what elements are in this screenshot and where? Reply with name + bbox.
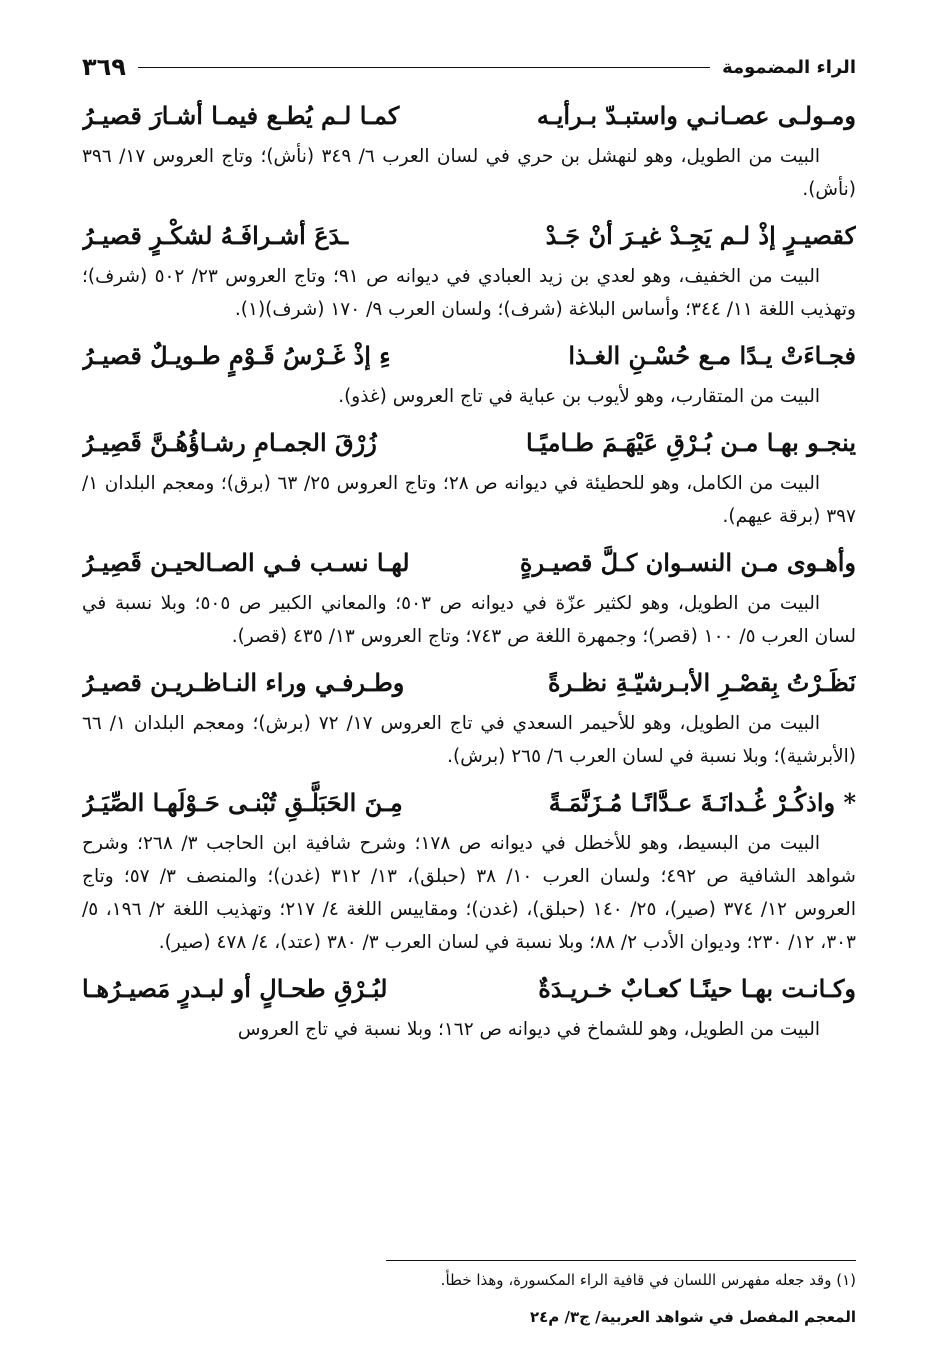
first-hemistich: كقصيـرٍ إذْ لـم يَجِـدْ غيـرَ أنْ جَـدْ xyxy=(545,221,856,250)
verse-line xyxy=(82,659,856,707)
first-hemistich: * واذكُـرْ غُـدانَـةَ عـدَّانًـا مُـزَنَّمَـةً xyxy=(548,788,856,817)
commentary: البيت من الطويل، وهو للشماخ في ديوانه ص ١٦٢؛ وبلا نسبة في تاج العروس xyxy=(237,1019,820,1040)
second-hemistich: لبُـرْقِ طحـالٍ أو لبـدرٍ مَصيـرُهـا xyxy=(82,974,388,1003)
commentary: البيت من المتقارب، وهو لأيوب بن عباية في تاج العروس (غذو). xyxy=(338,386,820,407)
verse-line xyxy=(82,965,856,1013)
first-hemistich: فجـاءَتْ يـدًا مـع حُسْـنِ الغـذا xyxy=(568,341,856,370)
commentary: البيت من الطويل، وهو للأحيمر السعدي في تاج العروس ١٧/ ٧٢ (برش)؛ ومعجم البلدان ١/ ٦٦ (الأبرشية)؛ وبلا نسبة في لسان العرب ٦/ ٢٦٥ (برش). xyxy=(82,713,856,767)
footnote-rule xyxy=(386,1260,856,1261)
page-content xyxy=(82,92,856,1052)
page-header xyxy=(82,52,856,82)
first-hemistich: ومـولـى عصـانـي واستبـدّ بـرأيـه xyxy=(536,101,856,130)
entry xyxy=(82,212,856,326)
first-hemistich: نَظَـرْتُ بِقصْـرِ الأبـرشيّـةِ نظـرةً xyxy=(548,668,856,697)
commentary: البيت من الطويل، وهو لنهشل بن حري في لسان العرب ٦/ ٣٤٩ (نأش)؛ وتاج العروس ١٧/ ٣٩٦ (نأش). xyxy=(82,146,856,200)
second-hemistich: مِـنَ الحَبَلَّـقِ تُبْنـى حَـوْلَهـا الصِّيَـرُ xyxy=(82,788,403,817)
verse-line xyxy=(82,779,856,827)
second-hemistich: لهـا نسـب فـي الصـالحيـن قَصِيـرُ xyxy=(82,548,410,577)
running-title: الراء المضمومة xyxy=(722,56,856,78)
entry xyxy=(82,965,856,1046)
footnote: (١) وقد جعله مفهرس اللسان في قافية الراء المكسورة، وهذا خطأ. xyxy=(440,1271,856,1289)
entry xyxy=(82,659,856,773)
commentary: البيت من الخفيف، وهو لعدي بن زيد العبادي في ديوانه ص ٩١؛ وتاج العروس ٢٣/ ٥٠٢ (شرف)؛ وتهذيب اللغة ١١/ ٣٤٤؛ وأساس البلاغة (شرف)؛ ولسان العرب ٩/ ١٧٠ (شرف)(١). xyxy=(82,266,856,320)
first-hemistich: ينجـو بهـا مـن بُـرْقِ عَيْهَـمَ طـاميًـا xyxy=(526,428,856,457)
header-rule xyxy=(138,67,710,68)
second-hemistich: زُرْقَ الجمـامِ رشـاؤُهُـنَّ قَصِيـرُ xyxy=(82,428,377,457)
commentary: البيت من الطويل، وهو لكثير عزّة في ديوانه ص ٥٠٣؛ والمعاني الكبير ص ٥٠٥؛ وبلا نسبة في لسان العرب ٥/ ١٠٠ (قصر)؛ وجمهرة اللغة ص ٧٤٣؛ وتاج العروس ١٣/ ٤٣٥ (قصر). xyxy=(82,593,856,647)
second-hemistich: ءِ إذْ غَـرْسُ قَـوْمٍ طـويـلٌ قصيـرُ xyxy=(82,341,391,370)
second-hemistich: وطـرفـي وراء النـاظـريـن قصيـرُ xyxy=(82,668,405,697)
commentary: البيت من الكامل، وهو للحطيئة في ديوانه ص ٢٨؛ وتاج العروس ٢٥/ ٦٣ (برق)؛ ومعجم البلدان ١/ ٣٩٧ (برقة عيهم). xyxy=(82,473,856,527)
verse-line xyxy=(82,419,856,467)
first-hemistich: وأهـوى مـن النسـوان كـلَّ قصيـرةٍ xyxy=(519,548,856,577)
verse-line xyxy=(82,92,856,140)
entry xyxy=(82,779,856,959)
entry xyxy=(82,92,856,206)
verse-line xyxy=(82,212,856,260)
page-number: ٣٦٩ xyxy=(82,53,126,81)
entry xyxy=(82,419,856,533)
verse-line xyxy=(82,539,856,587)
second-hemistich: كمـا لـم يُطـع فيمـا أشـارَ قصيـرُ xyxy=(82,101,400,130)
footer-reference: المعجم المفصل في شواهد العربية/ ج٣/ م٢٤ xyxy=(529,1308,856,1326)
first-hemistich: وكـانـت بهـا حينًـا كعـابٌ خـريـدَةٌ xyxy=(538,974,856,1003)
entry xyxy=(82,539,856,653)
commentary: البيت من البسيط، وهو للأخطل في ديوانه ص ١٧٨؛ وشرح شافية ابن الحاجب ٣/ ٢٦٨؛ وشرح شواهد الشافية ص ٤٩٢؛ ولسان العرب ١٠/ ٣٨ (حبلق)، ١٣/ ٣١٢ (غدن)؛ والمنصف ٣/ ٥٧؛ وتاج العروس ١٢/ ٣٧٤ (صير)، ٢٥/ ١٤٠ (حبلق)، (غدن)؛ ومقاييس اللغة ٤/ ٢١٧؛ وتهذيب اللغة ٢/ ١٩٦، ٥/ ٣٠٣، ١٢/ ٢٣٠؛ وديوان الأدب ٢/ ٨٨؛ وبلا نسبة في لسان العرب ٣/ ٣٨٠ (عتد)، ٤/ ٤٧٨ (صير). xyxy=(82,833,856,953)
verse-line xyxy=(82,332,856,380)
second-hemistich: ـدَعَ أشـرافَـهُ لشكْـرٍ قصيـرُ xyxy=(82,221,349,250)
entry xyxy=(82,332,856,413)
